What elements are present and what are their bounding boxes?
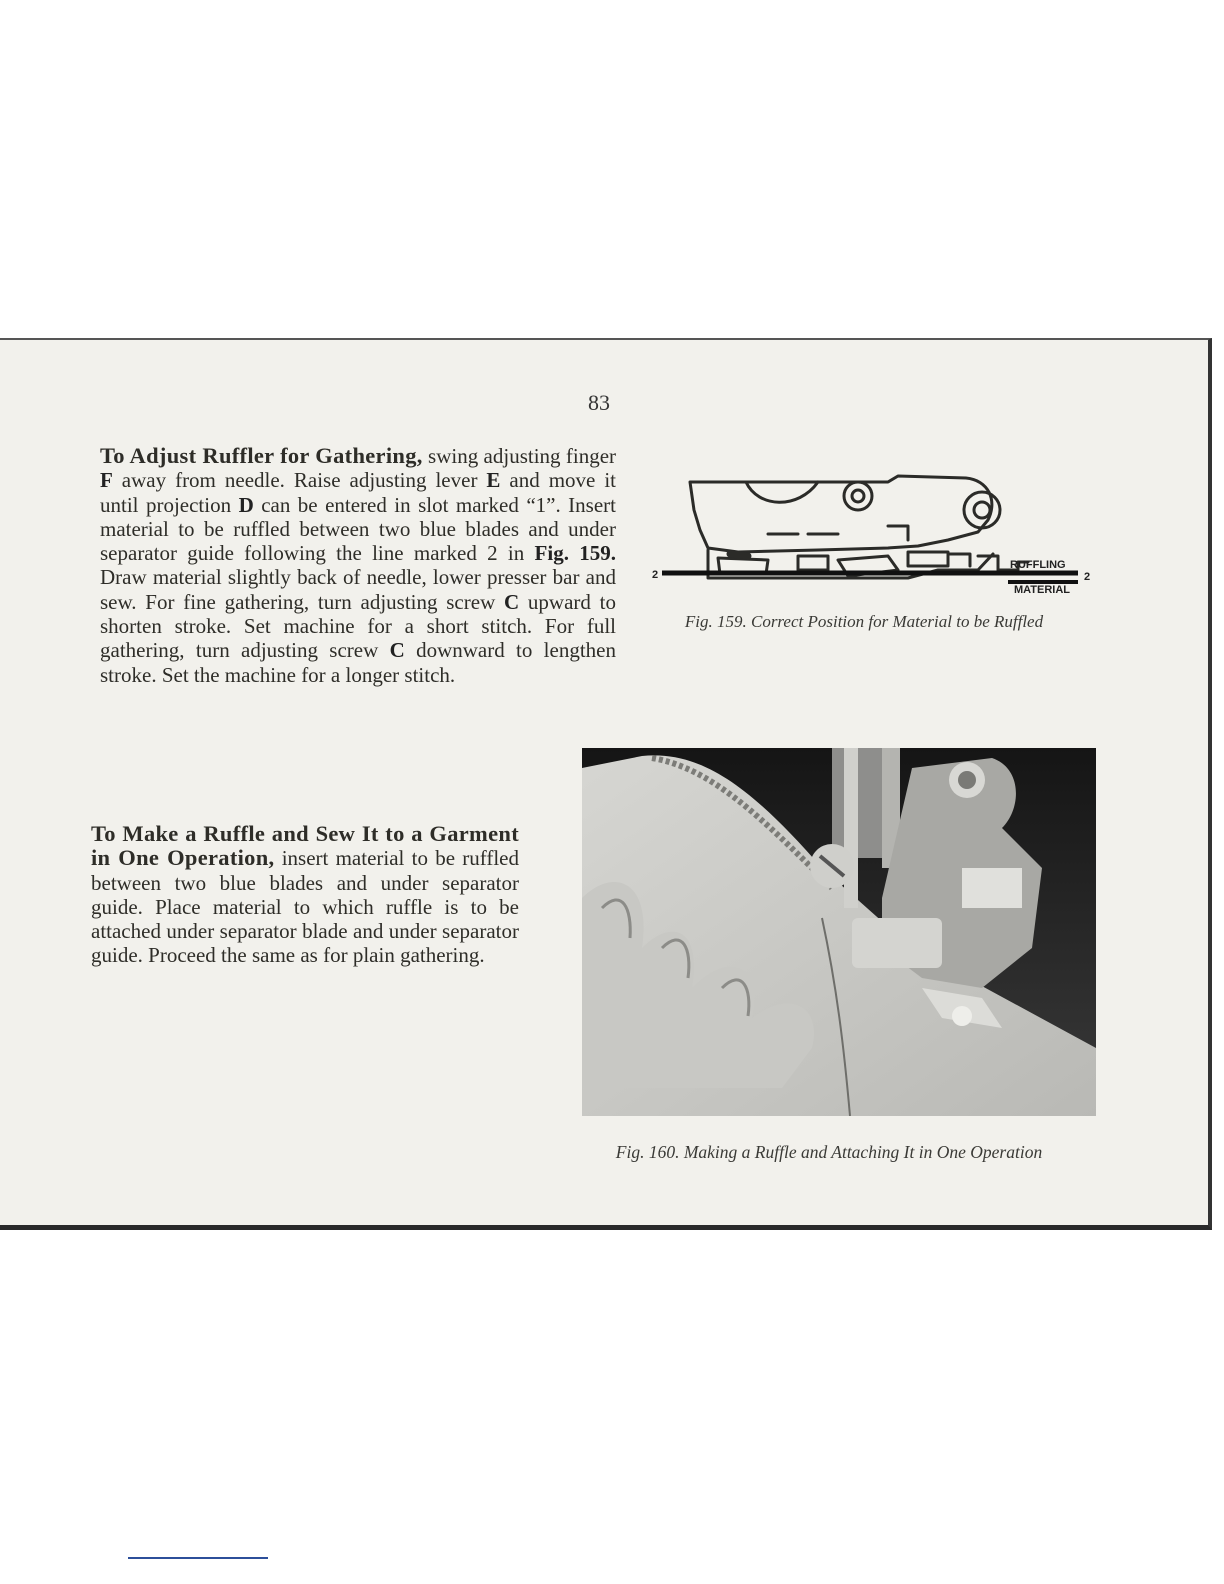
figure-caption-160: Fig. 160. Making a Ruffle and Attaching It in One Operation <box>615 1142 1043 1162</box>
section-body <box>100 444 616 687</box>
bold-reference: C <box>504 589 520 614</box>
text-run: can be entered in slot marked “1”. Insert material to be ruffled between two blue blades and under separator guide following the line marked 2 in <box>100 492 616 566</box>
bold-reference: F <box>100 468 113 493</box>
footer-rule <box>128 1557 268 1559</box>
text-run: Draw material slightly back of needle, lower presser bar and sew. For fine gathering, turn adjusting screw <box>100 565 616 614</box>
text-run: swing adjusting finger <box>422 444 617 468</box>
ruffle-photo-image <box>582 748 1096 1116</box>
bold-reference: E <box>486 468 501 493</box>
text-run: upward to shorten stroke. Set machine for a short stitch. For full gathering, turn adjusting screw <box>100 589 616 663</box>
text-run: insert material to be ruffled between two blue blades and under separator guide. Place material to which ruffle is to be attached under separator blade and under separator guide. Proceed the same as for plain gathering. <box>91 846 519 968</box>
section-heading: To Make a Ruffle and Sew It to a Garment in One Operation, <box>91 821 519 871</box>
figure-caption-159: Fig. 159. Correct Position for Material to be Ruffled <box>684 612 1044 631</box>
ruffle-photo <box>582 748 1096 1116</box>
bold-reference: D <box>238 492 254 517</box>
section-heading: To Adjust Ruffler for Gathering, <box>100 443 423 468</box>
line-label-right: 2 <box>1084 571 1091 583</box>
text-run: and move it until projection <box>100 468 616 517</box>
page-number: 83 <box>588 390 610 415</box>
text-run: away from needle. Raise adjusting lever <box>112 468 487 493</box>
ruffler-diagram <box>648 470 1110 600</box>
line-label-left: 2 <box>652 569 659 581</box>
section-adjust-ruffler <box>100 444 616 687</box>
ruffling-label: RUFFLING <box>1010 559 1066 571</box>
text-run: downward to lengthen stroke. Set the machine for a longer stitch. <box>100 638 616 687</box>
material-label: MATERIAL <box>1014 584 1071 596</box>
bold-reference: Fig. 159. <box>534 541 616 566</box>
section-make-ruffle <box>91 822 519 968</box>
bold-reference: C <box>389 638 405 663</box>
